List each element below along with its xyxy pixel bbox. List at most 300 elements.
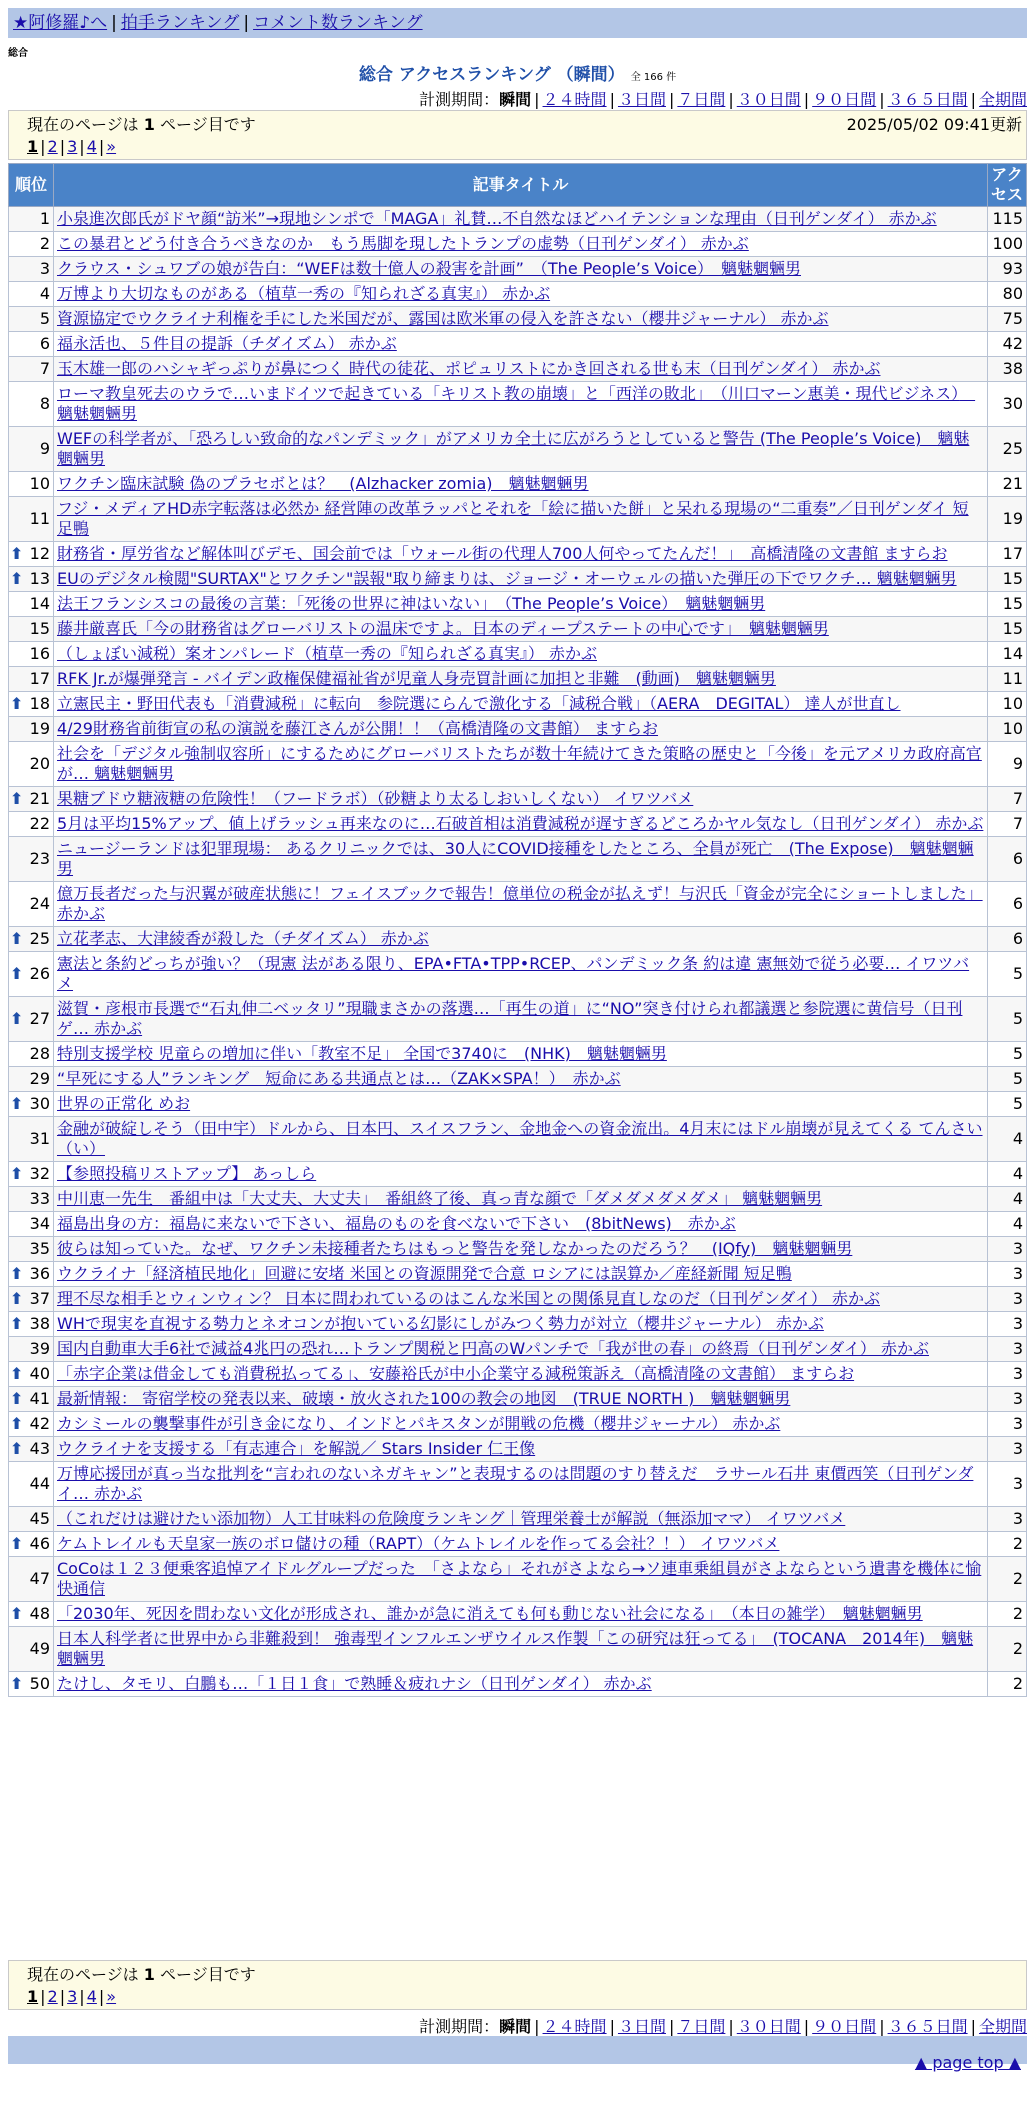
col-title: 記事タイトル bbox=[54, 164, 988, 207]
rank-number: 27 bbox=[29, 1009, 50, 1028]
title-cell bbox=[54, 742, 988, 787]
rank-cell bbox=[9, 592, 54, 617]
up-arrow-icon: ⬆ bbox=[10, 964, 24, 983]
rank-number: 28 bbox=[29, 1044, 50, 1063]
access-count: 3 bbox=[988, 1287, 1027, 1312]
access-count: 4 bbox=[988, 1187, 1027, 1212]
rank-cell bbox=[9, 427, 54, 472]
article-link[interactable]: 世界の正常化 めお bbox=[57, 1094, 191, 1113]
title-cell bbox=[54, 257, 988, 282]
title-cell bbox=[54, 1532, 988, 1557]
table-row bbox=[9, 307, 1027, 332]
access-count: 6 bbox=[988, 927, 1027, 952]
page-info-row bbox=[27, 1964, 1008, 1986]
access-count: 3 bbox=[988, 1387, 1027, 1412]
period-label: 計測期間： bbox=[419, 90, 500, 109]
rank-number: 34 bbox=[29, 1214, 50, 1233]
access-count: 5 bbox=[988, 1092, 1027, 1117]
pager-link[interactable]: 2 bbox=[47, 137, 58, 156]
title-cell bbox=[54, 1437, 988, 1462]
total-count: 全 166 件 bbox=[630, 72, 677, 83]
rank-number: 44 bbox=[29, 1474, 50, 1493]
title-cell bbox=[54, 382, 988, 427]
table-row bbox=[9, 1117, 1027, 1162]
article-link[interactable]: 国内自動車大手6社で減益4兆円の恐れ…トランプ関税と円高のWパンチで「我が世の春」の終焉（日刊ゲンダイ） 赤かぶ bbox=[57, 1339, 929, 1358]
table-row bbox=[9, 692, 1027, 717]
access-count: 6 bbox=[988, 837, 1027, 882]
table-row bbox=[9, 382, 1027, 427]
rank-cell bbox=[9, 282, 54, 307]
article-link[interactable]: ウクライナ「経済植民地化」回避に安堵 米国との資源開発で合意 ロシアには誤算か／産経新聞 短足鴨 bbox=[57, 1264, 792, 1283]
nav-link-hakushu-ranking[interactable]: 拍手ランキング bbox=[120, 13, 240, 33]
rank-cell bbox=[9, 257, 54, 282]
up-arrow-icon: ⬆ bbox=[10, 1314, 24, 1333]
page-title: 総合 アクセスランキング （瞬間） bbox=[358, 65, 625, 85]
pager: 1 | 2 | 3 | 4 | » bbox=[27, 137, 117, 156]
article-link[interactable]: ウクライナを支援する「有志連合」を解説／ Stars Insider 仁王像 bbox=[57, 1439, 536, 1458]
pager-link[interactable]: » bbox=[106, 137, 117, 156]
rank-number: 30 bbox=[29, 1094, 50, 1113]
rank-cell bbox=[9, 1387, 54, 1412]
access-count: 2 bbox=[988, 1557, 1027, 1602]
period-link[interactable]: ３６５日間 bbox=[887, 2017, 968, 2036]
rank-cell bbox=[9, 642, 54, 667]
rank-number: 4 bbox=[39, 284, 50, 303]
article-link[interactable]: 5月は平均15%アップ、値上げラッシュ再来なのに…石破首相は消費減税が遅すぎるどころかヤル気なし（日刊ゲンダイ） 赤かぶ bbox=[57, 814, 984, 833]
article-link[interactable]: 「赤字企業は借金しても消費税払ってる」、安藤裕氏が中小企業守る減税策訴え（高橋清隆の文書館） ますらお bbox=[57, 1364, 855, 1383]
article-link[interactable]: 最新情報： 寄宿学校の発表以来、破壊・放火された100の教会の地図 (TRUE NORTH ) 魑魅魍魎男 bbox=[57, 1389, 791, 1408]
rank-cell bbox=[9, 1532, 54, 1557]
rank-cell bbox=[9, 812, 54, 837]
rank-number: 36 bbox=[29, 1264, 50, 1283]
pager-link[interactable]: 3 bbox=[67, 137, 78, 156]
current-page-number: 1 bbox=[143, 115, 155, 134]
rank-cell bbox=[9, 542, 54, 567]
article-link[interactable]: 滋賀・彦根市長選で“石丸伸二ベッタリ”現職まさかの落選…「再生の道」に“NO”突き付けられ都議選と参院選に黄信号（日刊ゲ… 赤かぶ bbox=[57, 999, 963, 1038]
table-row bbox=[9, 717, 1027, 742]
title-cell bbox=[54, 357, 988, 382]
article-link[interactable]: 彼らは知っていた。なぜ、ワクチン未接種者たちはもっと警告を発しなかったのだろう？ (IQfy) 魑魅魍魎男 bbox=[57, 1239, 853, 1258]
article-link[interactable]: RFK Jr.が爆弾発言 - バイデン政権保健福祉省が児童人身売買計画に加担と非難 (動画) 魑魅魍魎男 bbox=[57, 669, 776, 688]
up-arrow-icon: ⬆ bbox=[10, 929, 24, 948]
access-count: 42 bbox=[988, 332, 1027, 357]
page-top-link[interactable]: ▲ page top ▲ bbox=[914, 2053, 1021, 2072]
access-count: 14 bbox=[988, 642, 1027, 667]
current-page-number: 1 bbox=[143, 1965, 155, 1984]
article-link[interactable]: 万博より大切なものがある（植草一秀の『知られざる真実』） 赤かぶ bbox=[57, 284, 551, 303]
rank-number: 33 bbox=[29, 1189, 50, 1208]
rank-number: 6 bbox=[39, 334, 50, 353]
title-cell bbox=[54, 997, 988, 1042]
up-arrow-icon: ⬆ bbox=[10, 1414, 24, 1433]
article-link[interactable]: ローマ教皇死去のウラで…いまドイツで起きている「キリスト教の崩壊」と「西洋の敗北」 （川口マーン惠美・現代ビジネス） 魑魅魍魎男 bbox=[57, 384, 976, 423]
access-count: 100 bbox=[988, 232, 1027, 257]
title-cell bbox=[54, 1312, 988, 1337]
article-link[interactable]: 理不尽な相手とウィンウィン？ 日本に問われているのはこんな米国との関係見直しなのだ（日刊ゲンダイ） 赤かぶ bbox=[57, 1289, 880, 1308]
table-row bbox=[9, 1092, 1027, 1117]
period-link[interactable]: ７日間 bbox=[677, 90, 726, 109]
col-access: アクセス bbox=[988, 164, 1027, 207]
rank-cell bbox=[9, 1602, 54, 1627]
rank-cell bbox=[9, 232, 54, 257]
title-cell bbox=[54, 1042, 988, 1067]
ranking-table bbox=[8, 163, 1027, 1697]
article-link[interactable]: 日本人科学者に世界中から非難殺到！ 強毒型インフルエンザウイルス作製「この研究は狂ってる」 (TOCANA 2014年) 魑魅魍魎男 bbox=[57, 1629, 974, 1668]
article-link[interactable]: 財務省・厚労省など解体叫びデモ、国会前では「ウォール街の代理人700人何やってたんだ！」 高橋清隆の文書館 ますらお bbox=[57, 544, 948, 563]
access-count: 3 bbox=[988, 1437, 1027, 1462]
rank-number: 42 bbox=[29, 1414, 50, 1433]
rank-cell bbox=[9, 1362, 54, 1387]
article-link[interactable]: 資源協定でウクライナ利権を手にした米国だが、露国は欧米軍の侵入を許さない（櫻井ジャーナル） 赤かぶ bbox=[57, 309, 829, 328]
rank-cell bbox=[9, 1312, 54, 1337]
rank-cell bbox=[9, 717, 54, 742]
access-count: 2 bbox=[988, 1627, 1027, 1672]
article-link[interactable]: EUのデジタル検閲"SURTAX"とワクチン"誤報"取り締まりは、ジョージ・オーウェルの描いた弾圧の下でワクチ… 魑魅魍魎男 bbox=[57, 569, 957, 588]
title-cell bbox=[54, 1237, 988, 1262]
rank-cell bbox=[9, 1237, 54, 1262]
table-row bbox=[9, 812, 1027, 837]
access-count: 38 bbox=[988, 357, 1027, 382]
table-row bbox=[9, 1287, 1027, 1312]
rank-number: 39 bbox=[29, 1339, 50, 1358]
article-link[interactable]: 福島出身の方：福島に来ないで下さい、福島のものを食べないで下さい (8bitNews) 赤かぶ bbox=[57, 1214, 736, 1233]
title-cell bbox=[54, 617, 988, 642]
title-cell bbox=[54, 927, 988, 952]
nav-link-asyura[interactable]: ★阿修羅♪へ bbox=[13, 13, 108, 33]
period-nav-bottom: 計測期間：瞬間 | ２４時間 | ３日間 | ７日間 | ３０日間 | ９０日間 | ３６５日間 | 全期間 bbox=[419, 2017, 1027, 2036]
table-row bbox=[9, 1312, 1027, 1337]
table-row bbox=[9, 1042, 1027, 1067]
rank-number: 46 bbox=[29, 1534, 50, 1553]
article-link[interactable]: WEFの科学者が、「恐ろしい致命的なパンデミック」がアメリカ全土に広がろうとしていると警告 (The People’s Voice) 魑魅魍魎男 bbox=[57, 429, 970, 468]
rank-number: 17 bbox=[29, 669, 50, 688]
rank-number: 14 bbox=[29, 594, 50, 613]
table-row bbox=[9, 1162, 1027, 1187]
up-arrow-icon: ⬆ bbox=[10, 1009, 24, 1028]
rank-number: 38 bbox=[29, 1314, 50, 1333]
rank-number: 8 bbox=[39, 394, 50, 413]
title-cell bbox=[54, 1557, 988, 1602]
pager-link[interactable]: » bbox=[106, 1987, 117, 2006]
title-cell bbox=[54, 1602, 988, 1627]
article-link[interactable]: フジ・メディアHD赤字転落は必然か 経営陣の改革ラッパとそれを「絵に描いた餅」と呆れる現場の“二重奏”／日刊ゲンダイ 短足鴨 bbox=[57, 499, 969, 538]
access-count: 115 bbox=[988, 207, 1027, 232]
period-link[interactable]: ９０日間 bbox=[812, 90, 877, 109]
up-arrow-icon: ⬆ bbox=[10, 1534, 24, 1553]
access-count: 15 bbox=[988, 617, 1027, 642]
rank-cell bbox=[9, 617, 54, 642]
pager-link[interactable]: 4 bbox=[86, 1987, 97, 2006]
access-count: 75 bbox=[988, 307, 1027, 332]
rank-number: 37 bbox=[29, 1289, 50, 1308]
up-arrow-icon: ⬆ bbox=[10, 1264, 24, 1283]
up-arrow-icon: ⬆ bbox=[10, 694, 24, 713]
table-row bbox=[9, 357, 1027, 382]
up-arrow-icon: ⬆ bbox=[10, 1439, 24, 1458]
rank-number: 31 bbox=[29, 1129, 50, 1148]
table-row bbox=[9, 1387, 1027, 1412]
access-count: 3 bbox=[988, 1462, 1027, 1507]
rank-cell bbox=[9, 952, 54, 997]
period-link[interactable]: ３０日間 bbox=[736, 90, 801, 109]
title-cell bbox=[54, 1337, 988, 1362]
rank-cell bbox=[9, 1262, 54, 1287]
title-cell bbox=[54, 207, 988, 232]
rank-cell bbox=[9, 357, 54, 382]
rank-cell bbox=[9, 497, 54, 542]
rank-number: 20 bbox=[29, 754, 50, 773]
article-link[interactable]: カシミールの襲撃事件が引き金になり、インドとパキスタンが開戦の危機（櫻井ジャーナル） 赤かぶ bbox=[57, 1414, 781, 1433]
title-cell bbox=[54, 1117, 988, 1162]
rank-number: 26 bbox=[29, 964, 50, 983]
rank-number: 18 bbox=[29, 694, 50, 713]
rank-number: 43 bbox=[29, 1439, 50, 1458]
rank-cell bbox=[9, 1162, 54, 1187]
article-link[interactable]: 億万長者だった与沢翼が破産状態に！フェイスブックで報告！億単位の税金が払えず！与沢氏「資金が完全にショートしました」 赤かぶ bbox=[57, 884, 983, 923]
pager-link[interactable]: 2 bbox=[47, 1987, 58, 2006]
title-cell bbox=[54, 1212, 988, 1237]
rank-cell bbox=[9, 1507, 54, 1532]
period-link[interactable]: ２４時間 bbox=[542, 2017, 607, 2036]
article-link[interactable]: CoCoは１２３便乗客追悼アイドルグループだった 「さよなら」それがさよなら→ソ連車乗組員がさよならという遺書を機体に愉快通信 bbox=[57, 1559, 982, 1598]
rank-cell bbox=[9, 1627, 54, 1672]
pager-link[interactable]: 4 bbox=[86, 137, 97, 156]
table-row bbox=[9, 1672, 1027, 1697]
table-row bbox=[9, 1337, 1027, 1362]
title-cell bbox=[54, 542, 988, 567]
footer-bar bbox=[8, 2036, 1027, 2064]
access-count: 7 bbox=[988, 787, 1027, 812]
title-cell bbox=[54, 472, 988, 497]
pager-current: 1 bbox=[27, 137, 39, 156]
pager: 1 | 2 | 3 | 4 | » bbox=[27, 1987, 117, 2006]
title-cell bbox=[54, 592, 988, 617]
rank-number: 47 bbox=[29, 1569, 50, 1588]
rank-number: 7 bbox=[39, 359, 50, 378]
article-link[interactable]: “早死にする人”ランキング 短命にある共通点とは…（ZAK×SPA！） 赤かぶ bbox=[57, 1069, 621, 1088]
rank-number: 41 bbox=[29, 1389, 50, 1408]
access-count: 5 bbox=[988, 997, 1027, 1042]
article-link[interactable]: 法王フランシスコの最後の言葉：「死後の世界に神はいない」 （The People’s Voice） 魑魅魍魎男 bbox=[57, 594, 766, 613]
access-count: 17 bbox=[988, 542, 1027, 567]
table-row bbox=[9, 497, 1027, 542]
rank-number: 15 bbox=[29, 619, 50, 638]
access-count: 5 bbox=[988, 1042, 1027, 1067]
rank-number: 45 bbox=[29, 1509, 50, 1528]
rank-cell bbox=[9, 1067, 54, 1092]
rank-cell bbox=[9, 692, 54, 717]
article-link[interactable]: 立憲民主・野田代表も「消費減税」に転向 参院選にらんで激化する「減税合戦」（AERA DEGITAL） 達人が世直し bbox=[57, 694, 901, 713]
access-count: 10 bbox=[988, 692, 1027, 717]
title-cell bbox=[54, 1262, 988, 1287]
top-nav: ★阿修羅♪へ | 拍手ランキング | コメント数ランキング bbox=[8, 8, 1027, 38]
rank-cell bbox=[9, 332, 54, 357]
rank-number: 25 bbox=[29, 929, 50, 948]
article-link[interactable]: 「2030年、死因を問わない文化が形成され、誰かが急に消えても何も動じない社会になる」 （本日の雑学） 魑魅魍魎男 bbox=[57, 1604, 923, 1623]
rank-number: 9 bbox=[39, 439, 50, 458]
rank-number: 21 bbox=[29, 789, 50, 808]
page-top-wrap bbox=[915, 2053, 1021, 2072]
nav-link-comment-ranking[interactable]: コメント数ランキング bbox=[253, 13, 423, 33]
period-current: 瞬間 bbox=[499, 2017, 532, 2036]
article-link[interactable]: この暴君とどう付き合うべきなのか もう馬脚を現したトランプの虚勢（日刊ゲンダイ） 赤かぶ bbox=[57, 234, 749, 253]
article-link[interactable]: WHで現実を直視する勢力とネオコンが抱いている幻影にしがみつく勢力が対立（櫻井ジャーナル） 赤かぶ bbox=[57, 1314, 824, 1333]
article-link[interactable]: 藤井厳喜氏「今の財務省はグローバリストの温床ですよ。日本のディープステートの中心です」 魑魅魍魎男 bbox=[57, 619, 829, 638]
up-arrow-icon: ⬆ bbox=[10, 1364, 24, 1383]
rank-number: 23 bbox=[29, 849, 50, 868]
article-link[interactable]: 特別支援学校 児童らの増加に伴い「教室不足」 全国で3740に (NHK) 魑魅魍魎男 bbox=[57, 1044, 667, 1063]
table-row bbox=[9, 617, 1027, 642]
page-info-suffix: ページ目です bbox=[160, 115, 256, 134]
article-link[interactable]: 4/29財務省前街宣の私の演説を藤江さんが公開！！（高橋清隆の文書館） ますらお bbox=[57, 719, 659, 738]
article-link[interactable]: 憲法と条約どっちが強い？（現憲 法がある限り、EPA•FTA•TPP•RCEP、パンデミック条 約は違 憲無効で従う必要… イワツバメ bbox=[57, 954, 970, 993]
rank-number: 2 bbox=[39, 234, 50, 253]
table-row bbox=[9, 1237, 1027, 1262]
title-cell bbox=[54, 1287, 988, 1312]
article-link[interactable]: 【参照投稿リストアップ】 あっしら bbox=[57, 1164, 317, 1183]
table-row bbox=[9, 1067, 1027, 1092]
period-link[interactable]: ３０日間 bbox=[736, 2017, 801, 2036]
table-row bbox=[9, 472, 1027, 497]
article-link[interactable]: ニュージーランドは犯罪現場： あるクリニックでは、30人にCOVID接種をしたところ、全員が死亡 (The Expose) 魑魅魍魎男 bbox=[57, 839, 974, 878]
title-cell bbox=[54, 1162, 988, 1187]
period-label: 計測期間： bbox=[419, 2017, 500, 2036]
pager-current: 1 bbox=[27, 1987, 39, 2006]
rank-number: 16 bbox=[29, 644, 50, 663]
rank-number: 12 bbox=[29, 544, 50, 563]
title-cell bbox=[54, 1412, 988, 1437]
article-link[interactable]: 中川恵一先生 番組中は「大丈夫、大丈夫」 番組終了後、真っ青な顔で「ダメダメダメダメ」 魑魅魍魎男 bbox=[57, 1189, 823, 1208]
rank-cell bbox=[9, 997, 54, 1042]
table-row bbox=[9, 1557, 1027, 1602]
article-link[interactable]: ワクチン臨床試験 偽のプラセボとは？ (Alzhacker zomia) 魑魅魍魎男 bbox=[57, 474, 589, 493]
table-row bbox=[9, 1212, 1027, 1237]
up-arrow-icon: ⬆ bbox=[10, 789, 24, 808]
table-row bbox=[9, 282, 1027, 307]
table-row bbox=[9, 927, 1027, 952]
article-link[interactable]: 果糖ブドウ糖液糖の危険性！（フードラボ）（砂糖より太るしおいしくない） イワツバメ bbox=[57, 789, 694, 808]
title-cell bbox=[54, 667, 988, 692]
up-arrow-icon: ⬆ bbox=[10, 1164, 24, 1183]
article-link[interactable]: （しょぼい減税）案オンパレード（植草一秀の『知られざる真実』） 赤かぶ bbox=[57, 644, 597, 663]
access-count: 21 bbox=[988, 472, 1027, 497]
period-link[interactable]: ３６５日間 bbox=[887, 90, 968, 109]
title-cell bbox=[54, 952, 988, 997]
period-link[interactable]: ９０日間 bbox=[812, 2017, 877, 2036]
title-cell bbox=[54, 1067, 988, 1092]
rank-cell bbox=[9, 307, 54, 332]
title-cell bbox=[54, 837, 988, 882]
table-row bbox=[9, 667, 1027, 692]
title-cell bbox=[54, 1362, 988, 1387]
rank-cell bbox=[9, 1212, 54, 1237]
title-cell bbox=[54, 787, 988, 812]
period-link[interactable]: ３日間 bbox=[617, 90, 666, 109]
period-link[interactable]: ２４時間 bbox=[542, 90, 607, 109]
article-link[interactable]: 金融が破綻しそう（田中宇）ドルから、日本円、スイスフラン、金地金への資金流出。4月末にはドル崩壊が見えてくる てんさい（い） bbox=[57, 1119, 983, 1158]
access-count: 15 bbox=[988, 592, 1027, 617]
article-link[interactable]: ケムトレイルも天皇家一族のボロ儲けの種（RAPT）（ケムトレイルを作ってる会社？！） イワツバメ bbox=[57, 1534, 780, 1553]
rank-number: 13 bbox=[29, 569, 50, 588]
period-link[interactable]: ７日間 bbox=[677, 2017, 726, 2036]
up-arrow-icon: ⬆ bbox=[10, 569, 24, 588]
table-row bbox=[9, 427, 1027, 472]
rank-number: 32 bbox=[29, 1164, 50, 1183]
rank-cell bbox=[9, 1412, 54, 1437]
rank-number: 1 bbox=[39, 209, 50, 228]
page-info-bottom bbox=[8, 1960, 1027, 2010]
title-cell bbox=[54, 427, 988, 472]
up-arrow-icon: ⬆ bbox=[10, 1389, 24, 1408]
access-count: 2 bbox=[988, 1672, 1027, 1697]
table-row bbox=[9, 1627, 1027, 1672]
page-title-wrap bbox=[0, 60, 1035, 85]
table-row bbox=[9, 592, 1027, 617]
access-count: 3 bbox=[988, 1262, 1027, 1287]
article-link[interactable]: 立花孝志、大津綾香が殺した（チダイズム） 赤かぶ bbox=[57, 929, 429, 948]
article-link[interactable]: 小泉進次郎氏がドヤ顔“訪米”→現地シンポで「MAGA」礼賛…不自然なほどハイテンションな理由（日刊ゲンダイ） 赤かぶ bbox=[57, 209, 937, 228]
table-row bbox=[9, 332, 1027, 357]
page-info-prefix: 現在のページは bbox=[27, 1965, 139, 1984]
page-info-row bbox=[27, 114, 1022, 136]
table-row bbox=[9, 1532, 1027, 1557]
article-link[interactable]: 福永活也、５件目の提訴（チダイズム） 赤かぶ bbox=[57, 334, 397, 353]
access-count: 4 bbox=[988, 1212, 1027, 1237]
table-row bbox=[9, 257, 1027, 282]
access-count: 2 bbox=[988, 1532, 1027, 1557]
rank-cell bbox=[9, 472, 54, 497]
period-link[interactable]: ３日間 bbox=[617, 2017, 666, 2036]
article-link[interactable]: たけし、タモリ、白鵬も…「１日１食」で熟睡＆疲れナシ（日刊ゲンダイ） 赤かぶ bbox=[57, 1674, 652, 1693]
title-cell bbox=[54, 717, 988, 742]
page-info-prefix: 現在のページは bbox=[27, 115, 139, 134]
table-row bbox=[9, 232, 1027, 257]
period-link[interactable]: 全期間 bbox=[978, 90, 1027, 109]
table-row bbox=[9, 787, 1027, 812]
rank-number: 11 bbox=[29, 509, 50, 528]
title-cell bbox=[54, 692, 988, 717]
access-count: 6 bbox=[988, 882, 1027, 927]
access-count: 10 bbox=[988, 717, 1027, 742]
rank-number: 5 bbox=[39, 309, 50, 328]
page-info-suffix: ページ目です bbox=[160, 1965, 256, 1984]
table-row bbox=[9, 742, 1027, 787]
up-arrow-icon: ⬆ bbox=[10, 1604, 24, 1623]
article-link[interactable]: クラウス・シュワブの娘が告白：“WEFは数十億人の殺害を計画” （The People’s Voice） 魑魅魍魎男 bbox=[57, 259, 801, 278]
title-cell bbox=[54, 1187, 988, 1212]
rank-number: 19 bbox=[29, 719, 50, 738]
title-cell bbox=[54, 567, 988, 592]
period-current: 瞬間 bbox=[499, 90, 532, 109]
period-nav-top: 計測期間：瞬間 | ２４時間 | ３日間 | ７日間 | ３０日間 | ９０日間 | ３６５日間 | 全期間 bbox=[419, 90, 1027, 109]
title-cell bbox=[54, 1672, 988, 1697]
article-link[interactable]: 万博応援団が真っ当な批判を“言われのないネガキャン”と表現するのは問題のすり替えだ ラサール石井 東價西笑（日刊ゲンダイ… 赤かぶ bbox=[57, 1464, 974, 1503]
access-count: 15 bbox=[988, 567, 1027, 592]
access-count: 19 bbox=[988, 497, 1027, 542]
table-row bbox=[9, 882, 1027, 927]
pager-link[interactable]: 3 bbox=[67, 1987, 78, 2006]
rank-number: 3 bbox=[39, 259, 50, 278]
category-label: 総合 bbox=[8, 48, 28, 59]
access-count: 5 bbox=[988, 952, 1027, 997]
article-link[interactable]: 玉木雄一郎のハシャギっぷりが鼻につく 時代の徒花、ポピュリストにかき回される世も末（日刊ゲンダイ） 赤かぶ bbox=[57, 359, 881, 378]
article-link[interactable]: 社会を「デジタル強制収容所」にするためにグローバリストたちが数十年続けてきた策略の歴史と「今後」を元アメリカ政府高官が… 魑魅魍魎男 bbox=[57, 744, 982, 783]
article-link[interactable]: （これだけは避けたい添加物）人工甘味料の危険度ランキング｜管理栄養士が解説（無添加ママ） イワツバメ bbox=[57, 1509, 846, 1528]
table-row bbox=[9, 837, 1027, 882]
rank-cell bbox=[9, 1337, 54, 1362]
access-count: 4 bbox=[988, 1117, 1027, 1162]
period-link[interactable]: 全期間 bbox=[978, 2017, 1027, 2036]
